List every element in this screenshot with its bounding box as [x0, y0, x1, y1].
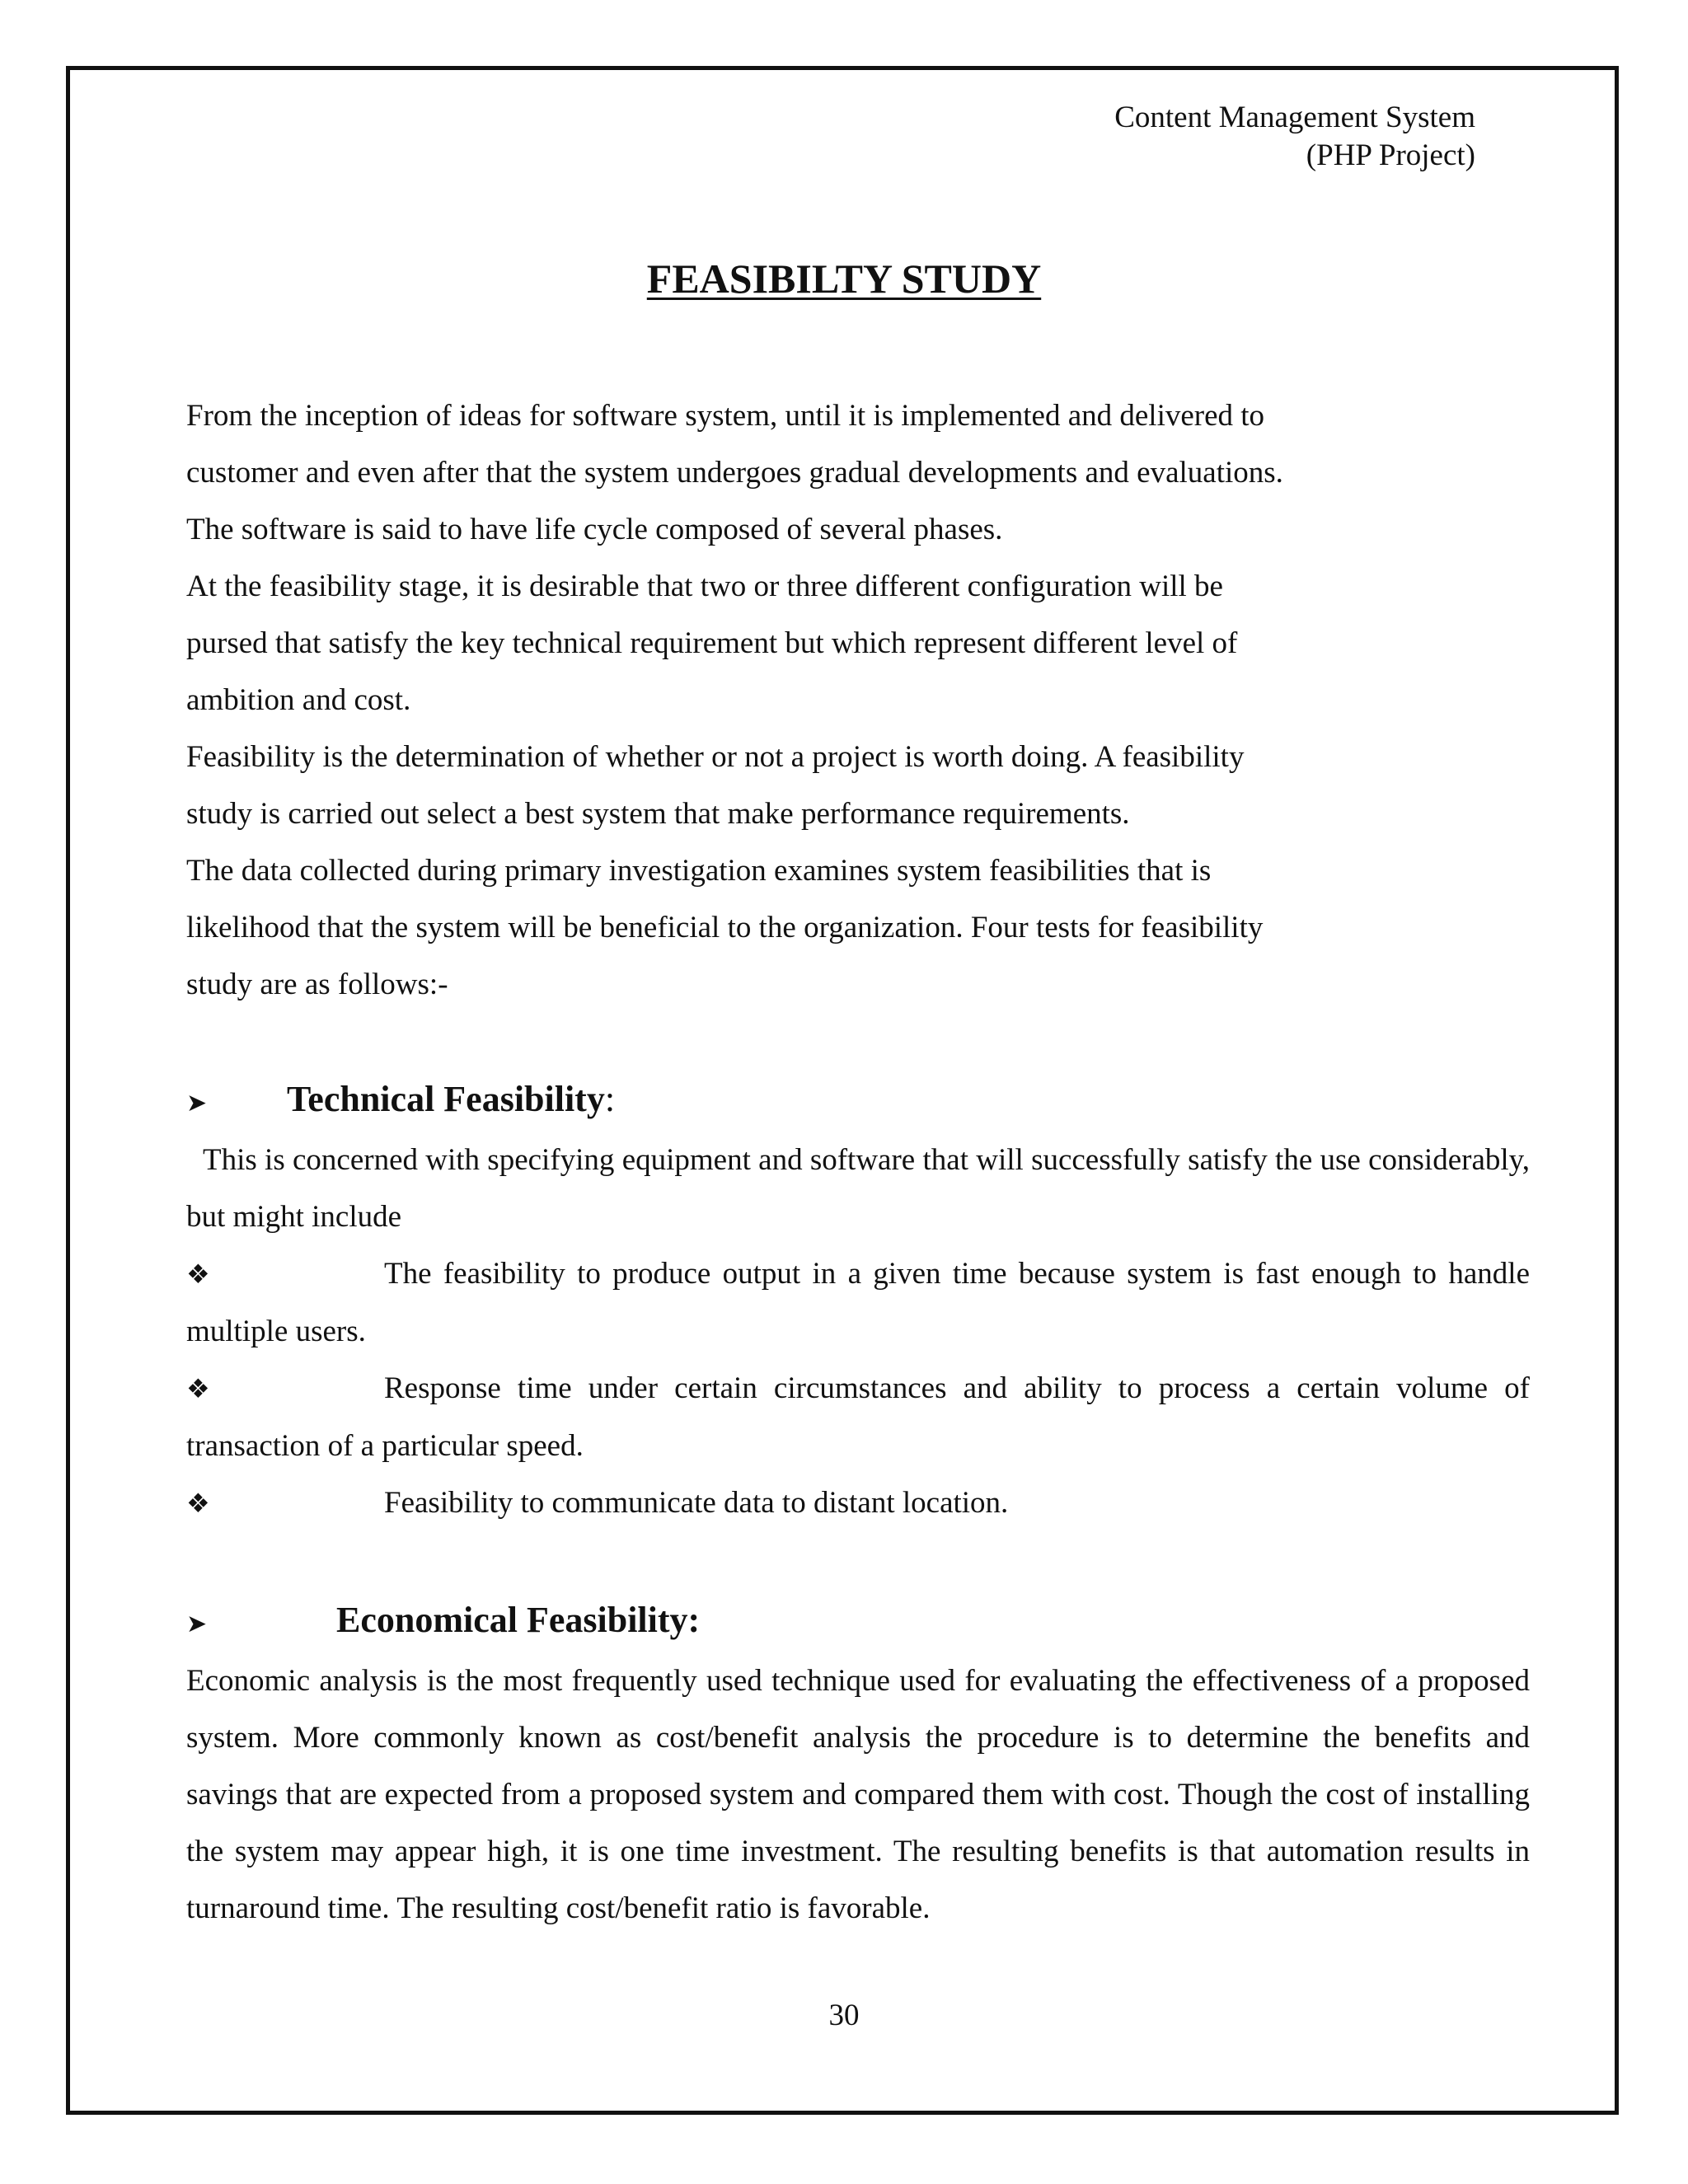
economical-heading-text: Economical Feasibility: [336, 1600, 701, 1640]
technical-point-text: Feasibility to communicate data to distant location. [384, 1486, 1009, 1520]
document-body [186, 387, 1530, 1937]
intro-line: From the inception of ideas for software system, until it is implemented and delivered to [186, 399, 1265, 433]
arrow-bullet-icon: ➤ [186, 1090, 208, 1117]
technical-point [186, 1360, 1530, 1474]
intro-line: likelihood that the system will be beneficial to the organization. Four tests for feasibility [186, 911, 1264, 944]
technical-point-text: Response time under certain circumstances and ability to process a certain volume of transaction of a particular speed. [186, 1371, 1530, 1463]
technical-heading-text: Technical Feasibility [287, 1079, 605, 1119]
arrow-bullet-icon: ➤ [186, 1610, 208, 1638]
header-line-1: Content Management System [1114, 101, 1475, 134]
intro-line: ambition and cost. [186, 683, 411, 717]
economical-paragraph: Economic analysis is the most frequently used technique used for evaluating the effectiveness of a proposed system. More commonly known as cost/benefit analysis the procedure is to determine the benefits and savings that are expected from a proposed system and compared them with cost. Though the cost of installing the system may appear high, it is one time investment. The resulting benefits is that automation results in turnaround time. The resulting cost/benefit ratio is favorable. [186, 1664, 1530, 1925]
intro-line: At the feasibility stage, it is desirable that two or three different configuration will be [186, 569, 1223, 603]
header-line-2: (PHP Project) [1306, 138, 1475, 172]
running-header [1114, 99, 1475, 175]
intro-line: Feasibility is the determination of whether or not a project is worth doing. A feasibility [186, 740, 1245, 774]
page-number: 30 [828, 1999, 860, 2032]
page-title: FEASIBILTY STUDY [646, 255, 1042, 302]
technical-heading-colon: : [604, 1079, 616, 1119]
intro-line: pursed that satisfy the key technical requirement but which represent different level of [186, 626, 1238, 660]
intro-line: The software is said to have life cycle composed of several phases. [186, 513, 1003, 546]
diamond-bullet-icon: ❖ [186, 1259, 210, 1289]
technical-feasibility-heading [186, 1071, 1530, 1132]
technical-intro: This is concerned with specifying equipment and software that will successfully satisfy the use considerably, but might include [186, 1143, 1530, 1234]
intro-line: customer and even after that the system undergoes gradual developments and evaluations. [186, 456, 1283, 490]
intro-line: study are as follows:- [186, 968, 448, 1001]
technical-point [186, 1245, 1530, 1360]
economical-feasibility-heading [186, 1591, 1530, 1652]
diamond-bullet-icon: ❖ [186, 1488, 210, 1518]
intro-line: The data collected during primary investigation examines system feasibilities that is [186, 854, 1212, 888]
technical-point-text: The feasibility to produce output in a given time because system is fast enough to handle multiple users. [186, 1257, 1530, 1348]
diamond-bullet-icon: ❖ [186, 1374, 210, 1404]
intro-paragraph [186, 387, 1530, 1013]
technical-point [186, 1474, 1530, 1532]
intro-line: study is carried out select a best system that make performance requirements. [186, 797, 1130, 831]
